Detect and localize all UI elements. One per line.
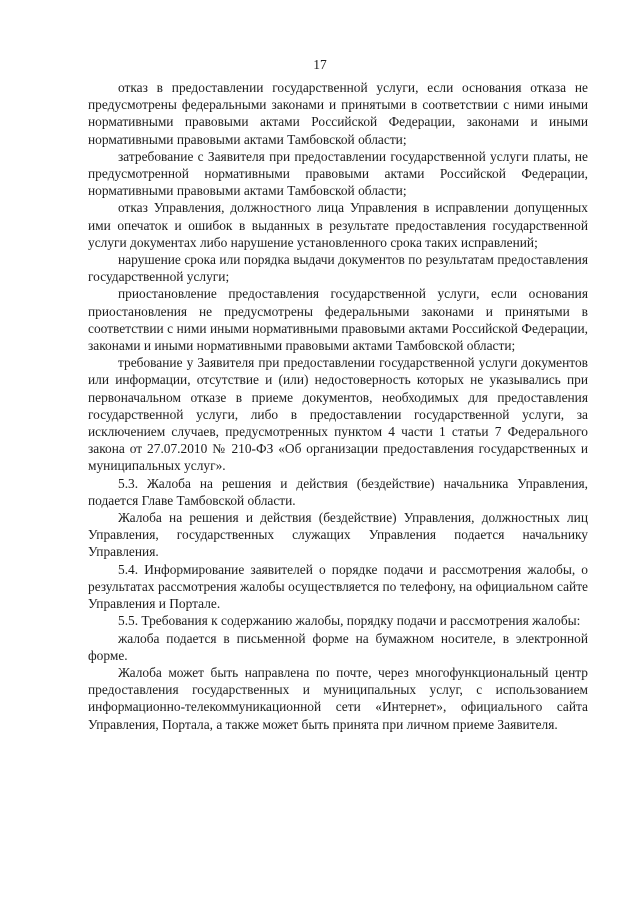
paragraph: жалоба подается в письменной форме на бумажном носителе, в электронной форме. bbox=[88, 630, 588, 663]
paragraph: отказ в предоставлении государственной услуги, если основания отказа не предусмотрены федеральными законами и принятыми в соответствии с ними иными нормативными правовыми актами Российской Федерации, законами и иными нормативными правовыми актами Тамбовской области; bbox=[88, 80, 588, 147]
paragraph: 5.4. Информирование заявителей о порядке подачи и рассмотрения жалобы, о результатах рассмотрения жалобы осуществляется по телефону, на официальном сайте Управления и Портале. bbox=[88, 561, 588, 612]
page-number: 17 bbox=[313, 57, 327, 72]
paragraph: приостановление предоставления государственной услуги, если основания приостановления не предусмотрены федеральными законами и принятыми в соответствии с ними иными нормативными правовыми актами Российской Федерации, законами и иными нормативными правовыми актами Тамбовской области; bbox=[88, 286, 588, 354]
document-body bbox=[88, 79, 588, 733]
paragraph: отказ Управления, должностного лица Управления в исправлении допущенных ими опечаток и ошибок в выданных в результате предоставления государственной услуги документах либо нарушение установленного срока таких исправлений; bbox=[88, 200, 588, 250]
paragraph: 5.5. Требования к содержанию жалобы, порядку подачи и рассмотрения жалобы: bbox=[118, 613, 581, 629]
paragraph: нарушение срока или порядка выдачи документов по результатам предоставления государственной услуги; bbox=[88, 252, 588, 285]
paragraph: Жалоба на решения и действия (бездействие) Управления, должностных лиц Управления, государственных служащих Управления подается начальнику Управления. bbox=[88, 510, 588, 560]
paragraph: 5.3. Жалоба на решения и действия (бездействие) начальника Управления, подается Главе Тамбовской области. bbox=[88, 475, 588, 508]
paragraph: требование у Заявителя при предоставлении государственной услуги документов или информации, отсутствие и (или) недостоверность которых не указывались при первоначальном отказе в приеме документов, необходимых для предоставления государственной услуги, либо в предоставлении государственной услуги, за исключением случаев, предусмотренных пунктом 4 части 1 статьи 7 Федерального закона от 27.07.2010 № 210-ФЗ «Об организации предоставления государственных и муниципальных услуг». bbox=[88, 355, 588, 474]
paragraph: затребование с Заявителя при предоставлении государственной услуги платы, не предусмотренной нормативными правовыми актами Российской Федерации, нормативными правовыми актами Тамбовской области; bbox=[88, 148, 588, 199]
paragraph: Жалоба может быть направлена по почте, через многофункциональный центр предоставления государственных и муниципальных услуг, с использованием информационно-телекоммуникационной сети «Интернет», официального сайта Управления, Портала, а также может быть принята при личном приеме Заявителя. bbox=[88, 664, 588, 732]
